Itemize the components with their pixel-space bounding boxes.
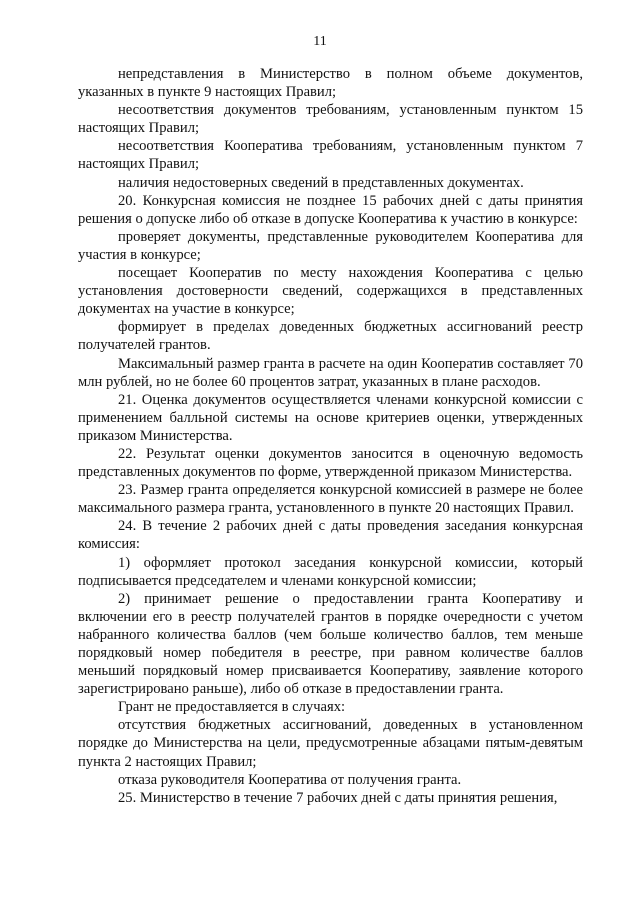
paragraph: 1) оформляет протокол заседания конкурсной комиссии, который подписывается председателем и членами конкурсной комиссии; <box>78 554 583 589</box>
paragraph: наличия недостоверных сведений в представленных документах. <box>118 174 524 191</box>
paragraph: 25. Министерство в течение 7 рабочих дней с даты принятия решения, <box>118 789 558 806</box>
paragraph: формирует в пределах доведенных бюджетных ассигнований реестр получателей грантов. <box>78 319 583 354</box>
paragraph: 22. Результат оценки документов заносится в оценочную ведомость представленных документов по форме, утвержденной приказом Министерства. <box>78 445 583 481</box>
paragraph: отказа руководителя Кооператива от получения гранта. <box>118 771 462 788</box>
paragraph: Максимальный размер гранта в расчете на один Кооператив составляет 70 млн рублей, но не более 60 процентов затрат, указанных в плане расходов. <box>78 355 583 390</box>
paragraph: непредставления в Министерство в полном объеме документов, указанных в пункте 9 настоящих Правил; <box>78 66 583 101</box>
paragraph: Грант не предоставляется в случаях: <box>118 699 346 716</box>
paragraph: отсутствия бюджетных ассигнований, доведенных в установленном порядке до Министерства на цели, предусмотренные абзацами пятым-девятым пункта 2 настоящих Правил; <box>78 717 583 770</box>
paragraph: 2) принимает решение о предоставлении гранта Кооперативу и включении его в реестр получателей грантов в порядке очередности с учетом набранного количества баллов (чем больше количество баллов, тем меньше порядковый номер победителя в реестре, при равном количестве баллов меньший порядковый номер присваивается Кооперативу, заявление которого зарегистрировано раньше), либо об отказе в предоставлении гранта. <box>78 590 583 698</box>
page-number: 11 <box>313 34 327 49</box>
paragraph: проверяет документы, представленные руководителем Кооператива для участия в конкурсе; <box>78 228 583 263</box>
document-body <box>78 65 583 807</box>
paragraph: 20. Конкурсная комиссия не позднее 15 рабочих дней с даты принятия решения о допуске либо об отказе в допуске Кооператива к участию в конкурсе: <box>78 192 583 227</box>
paragraph: несоответствия документов требованиям, установленным пунктом 15 настоящих Правил; <box>78 102 583 137</box>
paragraph: 21. Оценка документов осуществляется членами конкурсной комиссии с применением балльной системы на основе критериев оценки, утвержденных приказом Министерства. <box>78 391 583 444</box>
paragraph: 24. В течение 2 рабочих дней с даты проведения заседания конкурсная комиссия: <box>78 518 583 553</box>
paragraph: посещает Кооператив по месту нахождения Кооператива с целью установления достоверности сведений, содержащихся в представленных документах на участие в конкурсе; <box>78 265 583 318</box>
paragraph: 23. Размер гранта определяется конкурсной комиссией в размере не более максимального размера гранта, установленного в пункте 20 настоящих Правил. <box>78 482 583 517</box>
paragraph: несоответствия Кооператива требованиям, установленным пунктом 7 настоящих Правил; <box>78 138 583 173</box>
